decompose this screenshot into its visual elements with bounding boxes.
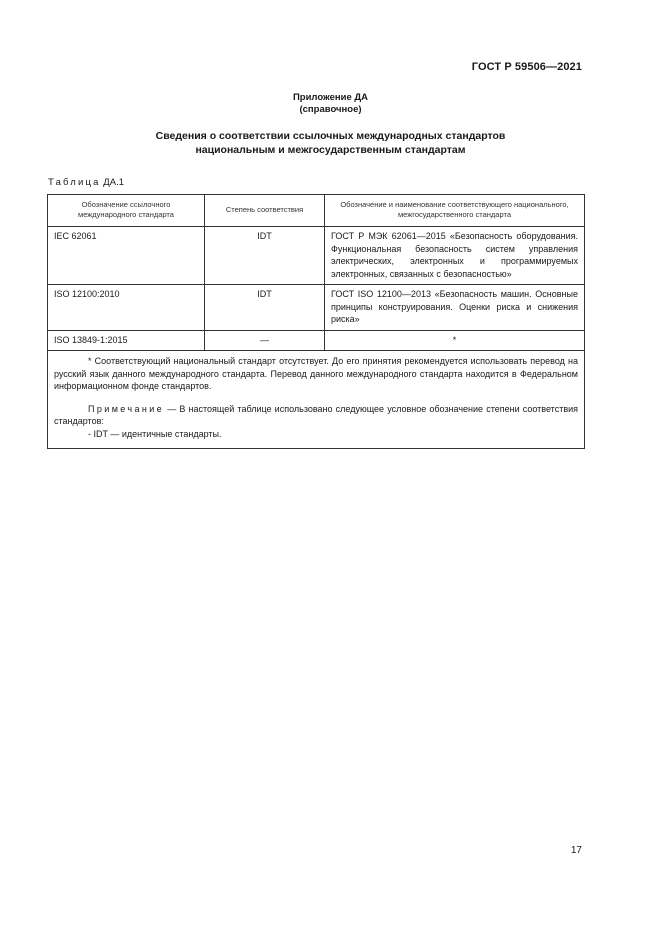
cell-intl-standard: IEC 62061 bbox=[48, 227, 205, 285]
appendix-heading bbox=[0, 92, 661, 116]
table-row bbox=[48, 285, 585, 331]
table-note bbox=[54, 403, 578, 428]
section-title bbox=[0, 129, 661, 157]
table-caption bbox=[48, 177, 124, 188]
cell-national-standard: * bbox=[325, 330, 585, 351]
cell-degree: IDT bbox=[205, 285, 325, 331]
cell-intl-standard: ISO 13849-1:2015 bbox=[48, 330, 205, 351]
table-caption-label: Таблица bbox=[48, 177, 101, 188]
note-list-item: - IDT — идентичные стандарты. bbox=[88, 428, 222, 439]
appendix-title: Приложение ДА bbox=[292, 92, 369, 103]
header-national-standard: Обозначение и наименование соответствующего национального, межгосударственного стандарта bbox=[325, 195, 585, 227]
cell-degree: IDT bbox=[205, 227, 325, 285]
table-caption-number: ДА.1 bbox=[103, 177, 124, 188]
section-title-line-2: национальным и межгосударственным стандартам bbox=[195, 144, 466, 156]
cell-national-standard: ГОСТ ISO 12100—2013 «Безопасность машин. Основные принципы конструирования. Оценки риска и снижения риска» bbox=[325, 285, 585, 331]
table-row bbox=[48, 330, 585, 351]
document-number-header: ГОСТ Р 59506—2021 bbox=[471, 61, 582, 73]
header-intl-standard: Обозначение ссылочного международного стандарта bbox=[48, 195, 205, 227]
table-notes-row bbox=[48, 351, 585, 449]
note-text: — В настоящей таблице использовано следующее условное обозначение степени соответствия стандартов: bbox=[54, 403, 578, 426]
header-degree: Степень соответствия bbox=[205, 195, 325, 227]
table-header-row bbox=[48, 195, 585, 227]
section-title-line-1: Сведения о соответствии ссылочных международных стандартов bbox=[155, 130, 506, 142]
table-notes bbox=[48, 351, 585, 449]
page-number: 17 bbox=[570, 845, 582, 856]
compliance-table bbox=[47, 194, 585, 449]
appendix-subtitle: (справочное) bbox=[299, 104, 362, 115]
note-label: Примечание bbox=[88, 403, 165, 414]
cell-intl-standard: ISO 12100:2010 bbox=[48, 285, 205, 331]
table-footnote: * Соответствующий национальный стандарт отсутствует. До его принятия рекомендуется использовать перевод на русский язык данного международного стандарта. Перевод данного международного стандарта находится в Федеральном информационном фонде стандартов. bbox=[54, 356, 578, 391]
table-row bbox=[48, 227, 585, 285]
cell-degree: — bbox=[205, 330, 325, 351]
cell-national-standard: ГОСТ Р МЭК 62061—2015 «Безопасность оборудования. Функциональная безопасность систем управления электрических, электронных и программируемых электронных, связанных с безопасностью» bbox=[325, 227, 585, 285]
